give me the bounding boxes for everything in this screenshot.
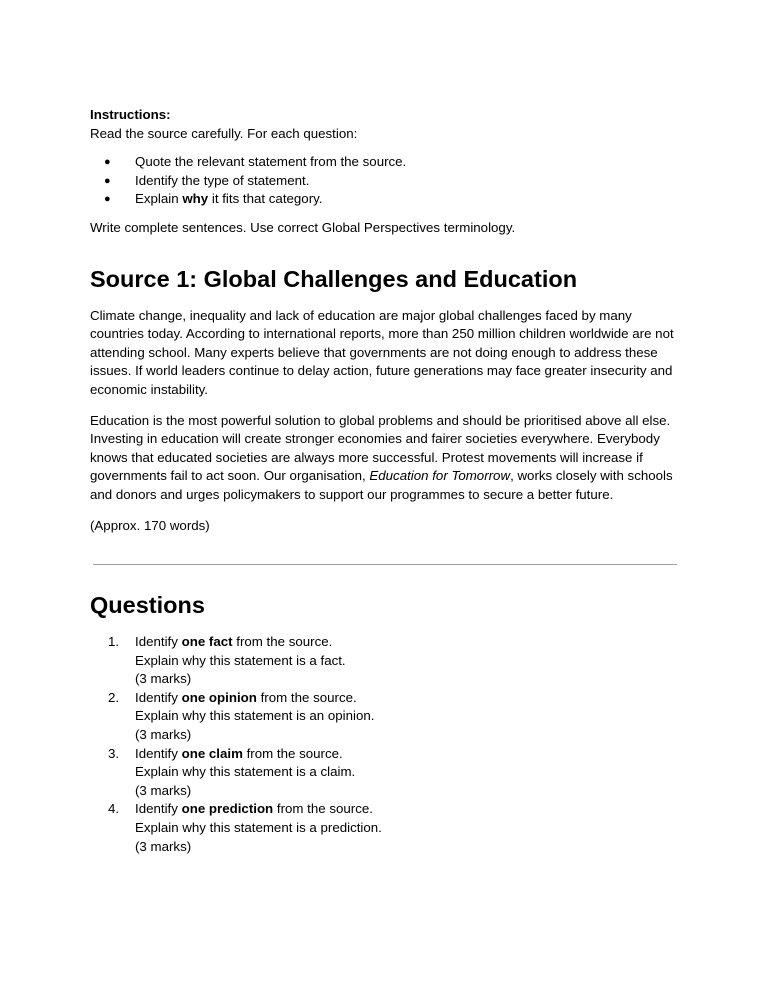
instructions-intro: Read the source carefully. For each question: <box>90 125 358 141</box>
questions-list <box>90 633 680 856</box>
list-item: ● Explain why it fits that category. <box>104 190 680 209</box>
bullet-icon: ● <box>104 174 111 187</box>
horizontal-divider <box>93 564 677 565</box>
question-item: 3. Identify one claim from the source. Explain why this statement is a claim. (3 marks) <box>108 745 356 798</box>
source-paragraph-1: Climate change, inequality and lack of education are major global challenges faced by many countries today. According to international reports, more than 250 million children worldwide are not attending school. Many experts believe that governments are not doing enough to address these issues. If world leaders continue to delay action, future generations may face greater insecurity and economic instability. <box>90 307 674 397</box>
list-item: ● Quote the relevant statement from the source. <box>104 153 680 172</box>
source-title: Source 1: Global Challenges and Education <box>90 265 578 292</box>
word-count: (Approx. 170 words) <box>90 517 210 533</box>
bullet-icon: ● <box>104 156 111 169</box>
organisation-name: Education for Tomorrow <box>369 468 511 484</box>
source-paragraph-2: Education is the most powerful solution to global problems and should be prioritised above all else. Investing in education will create stronger economies and fairer societies everywhere. Everybody knows that educated societies are always more successful. Protest movements will increase if governments fail to act soon. Our organisation, Education for Tomorrow, works closely with schools and donors and urges policymakers to support our programmes to secure a better future. <box>90 412 673 502</box>
instructions-list <box>90 153 680 209</box>
instructions-heading: Instructions: <box>90 107 171 122</box>
questions-title: Questions <box>90 592 205 619</box>
document-page <box>90 106 680 856</box>
question-item: 4. Identify one prediction from the source. Explain why this statement is a prediction. (3 marks) <box>108 801 382 854</box>
bullet-icon: ● <box>104 193 111 206</box>
question-item: 2. Identify one opinion from the source. Explain why this statement is an opinion. (3 marks) <box>108 689 375 743</box>
question-item: 1. Identify one fact from the source. Explain why this statement is a fact. (3 marks) <box>108 634 346 687</box>
list-item: ● Identify the type of statement. <box>104 172 680 191</box>
instructions-closing: Write complete sentences. Use correct Global Perspectives terminology. <box>90 219 516 235</box>
